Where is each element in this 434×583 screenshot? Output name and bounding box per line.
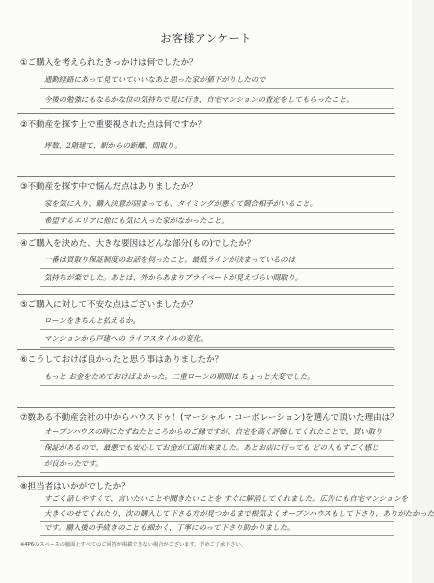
section-divider: [17, 476, 395, 477]
answer-1-line-1: 通勤経路にあって見ていていいなあと思った家が値下がりしたので: [44, 75, 266, 84]
section-divider: [17, 176, 395, 177]
answer-8-line-3: です。購入後の手続きのことも細かく、丁寧にのって下さり助かりました。: [44, 523, 295, 532]
answer-underline: [40, 440, 394, 441]
question-5: ⑤ご購入に対して不安な点はございましたか？: [20, 300, 198, 310]
section-divider: [17, 349, 395, 350]
section-divider: [17, 113, 395, 114]
question-4: ④ご購入を決めた、大きな要因はどんな部分(もの)でしたか？: [20, 239, 256, 249]
answer-2-line-1: 坪数、2階建て、駅からの距離、間取り。: [44, 141, 182, 150]
answer-underline: [40, 108, 394, 109]
answer-underline: [40, 212, 394, 213]
answer-underline: [40, 535, 394, 536]
answer-7-line-1: オープンハウスの時にたずねたところからのご縁ですが、自宅を高く評価してくれたことで、買い取り: [44, 427, 383, 436]
answer-7-line-3: が良かったです。: [44, 459, 103, 468]
answer-5-line-2: マンションから戸建への ライフスタイルの変化。: [44, 334, 208, 343]
answer-underline: [40, 521, 394, 522]
answer-3-line-1: 家を気に入り、購入決意が固まっても、タイミングが悪くて競合相手がいること。: [44, 199, 318, 208]
section-divider: [17, 294, 395, 295]
section-divider: [17, 407, 395, 408]
answer-underline: [40, 329, 394, 330]
answer-8-line-2: 大きくのせてくれたり、次の購入して下さる方が見つかるまで根気よくオープンハウスもして下さり、ありがたかった: [44, 509, 434, 518]
question-3: ③不動産を探す中で悩んだ点はありましたか？: [20, 182, 198, 192]
answer-underline: [40, 88, 394, 89]
question-2: ②不動産を探す上で重要視された点は何ですか？: [20, 120, 207, 130]
section-divider: [17, 233, 395, 234]
question-8: ⑧担当者はいかがでしたか？: [20, 482, 130, 492]
answer-6-line-1: もっと お金をためておけばよかった。二重ローンの期間は ちょっと大変でした。: [44, 372, 315, 381]
answer-8-line-1: すごく話しやすくて、言いたいことや聞きたいことを すぐに解消してくれました。広告にも自宅マンションを: [44, 494, 409, 503]
answer-underline: [40, 456, 394, 457]
answer-underline: [40, 506, 394, 507]
footnote: ※4P6のスペースの臆面上すべてのご回答が掲載できない場合がございます。予めご了承下さい。: [20, 542, 246, 548]
page-title: お客様アンケート: [160, 32, 252, 45]
answer-underline: [40, 229, 394, 230]
question-7: ⑦数ある不動産会社の中からハウスドゥ！(マーシャル・コーポレーション)を選んで頂いた理由は？: [20, 413, 399, 423]
answer-7-line-2: 保証があるので、最悪でも安心してお金が工面出来ました。あとお店に行っても どの人もすごく感じ: [44, 443, 379, 452]
answer-underline: [40, 472, 394, 473]
answer-underline: [40, 154, 394, 155]
question-1: ①ご購入を考えられたきっかけは何でしたか？: [20, 58, 198, 68]
answer-underline: [40, 385, 394, 386]
answer-4-line-2: 気持ちが楽でした。あとは、外からあまりプライベートが見えづらい間取り。: [44, 273, 303, 282]
answer-underline: [40, 286, 394, 287]
question-6: ⑥こうしておけば良かったと思う事はありましたか？: [20, 355, 224, 365]
answer-4-line-1: 一番は買取り保証制度のお話を伺ったこと。最低ラインが決まっているのは: [44, 255, 296, 264]
answer-3-line-2: 希望するエリアに他にも気に入った家がなかったこと。: [44, 216, 229, 225]
answer-5-line-1: ローンをきちんと払えるか。: [44, 316, 140, 325]
answer-underline: [40, 347, 394, 348]
answer-underline: [40, 268, 394, 269]
answer-1-line-2: 今後の勉強にもなるかな位の気持ちで見に行き、自宅マンションの査定をしてもらったこと。: [44, 95, 354, 104]
